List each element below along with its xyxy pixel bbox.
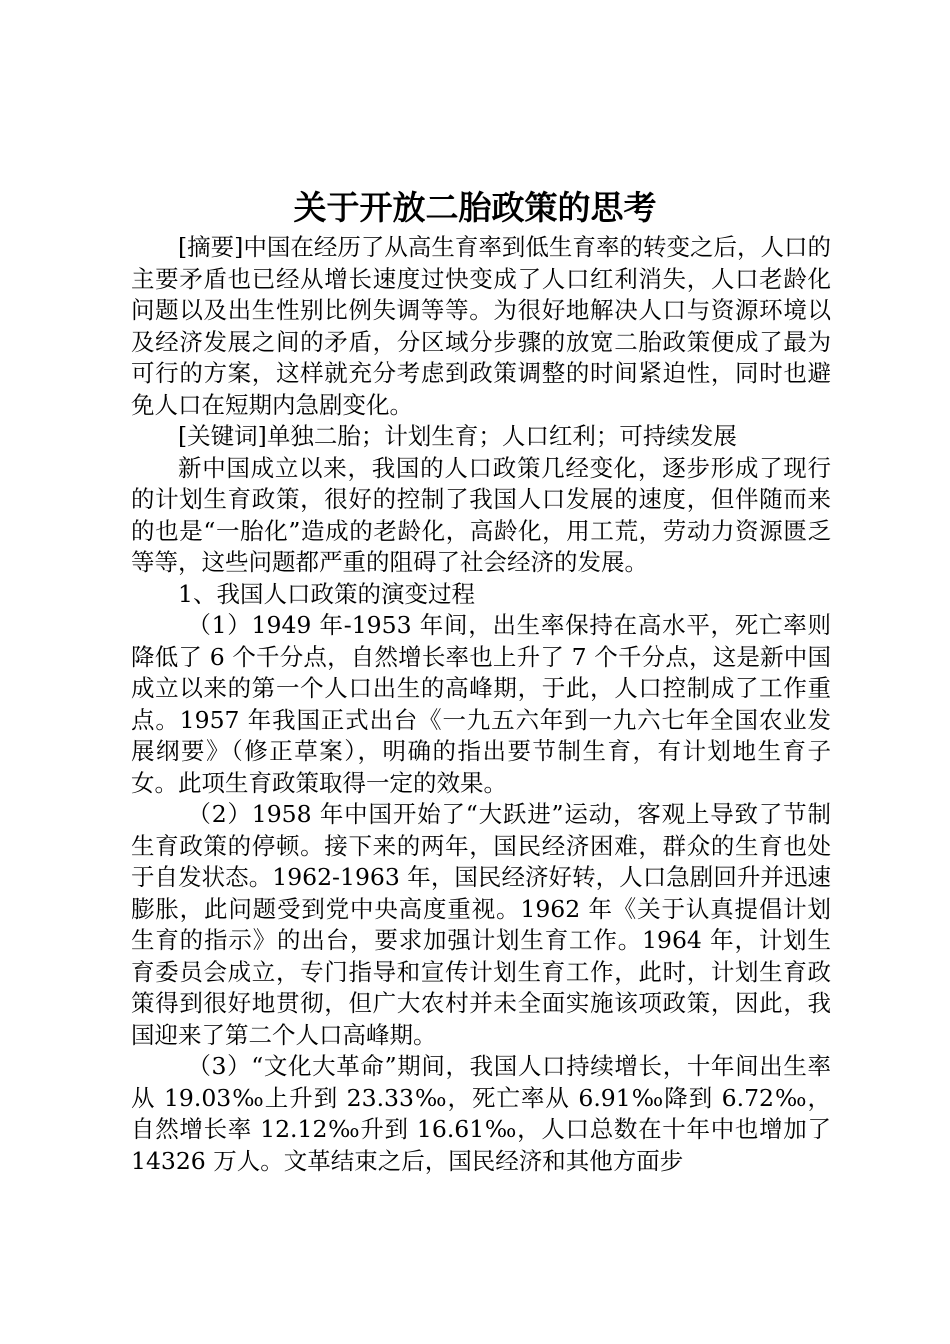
- history-paragraph-1: （1）1949 年-1953 年间，出生率保持在高水平，死亡率则降低了 6 个千分点，自然增长率也上升了 7 个千分点，这是新中国成立以来的第一个人口出生的高峰期，于此，人口控制成了工作重点。1957 年我国正式出台《一九五六年到一九六七年全国农业发展纲要》（修正草案），明确的指出要节制生育，有计划地生育子女。此项生育政策取得一定的效果。: [131, 611, 831, 797]
- intro-paragraph: 新中国成立以来，我国的人口政策几经变化，逐步形成了现行的计划生育政策，很好的控制了我国人口发展的速度，但伴随而来的也是“一胎化”造成的老龄化，高龄化，用工荒，劳动力资源匮乏等等，这些问题都严重的阻碍了社会经济的发展。: [131, 453, 831, 576]
- history-paragraph-3: （3）“文化大革命”期间，我国人口持续增长，十年间出生率从 19.03‰上升到 23.33‰，死亡率从 6.91‰降到 6.72‰，自然增长率 12.12‰升到 16.61‰，人口总数在十年中也增加了 14326 万人。文革结束之后，国民经济和其他方面步: [131, 1052, 831, 1175]
- document-title: 关于开放二胎政策的思考: [293, 188, 657, 227]
- abstract-paragraph: [摘要]中国在经历了从高生育率到低生育率的转变之后，人口的主要矛盾也已经从增长速度过快变成了人口红利消失，人口老龄化问题以及出生性别比例失调等等。为很好地解决人口与资源环境以及经济发展之间的矛盾，分区域分步骤的放宽二胎政策便成了最为可行的方案，这样就充分考虑到政策调整的时间紧迫性，同时也避免人口在短期内急剧变化。: [131, 233, 831, 419]
- keywords-paragraph: [关键词]单独二胎；计划生育；人口红利；可持续发展: [178, 422, 737, 450]
- history-paragraph-2: （2）1958 年中国开始了“大跃进”运动，客观上导致了节制生育政策的停顿。接下来的两年，国民经济困难，群众的生育也处于自发状态。1962-1963 年，国民经济好转，人口急剧回升并迅速膨胀，此问题受到党中央高度重视。1962 年《关于认真提倡计划生育的指示》的出台，要求加强计划生育工作。1964 年，计划生育委员会成立，专门指导和宣传计划生育工作，此时，计划生育政策得到很好地贯彻，但广大农村并未全面实施该项政策，因此，我国迎来了第二个人口高峰期。: [131, 800, 831, 1049]
- section-heading: 1、我国人口政策的演变过程: [178, 579, 475, 608]
- document-body: [131, 232, 831, 1177]
